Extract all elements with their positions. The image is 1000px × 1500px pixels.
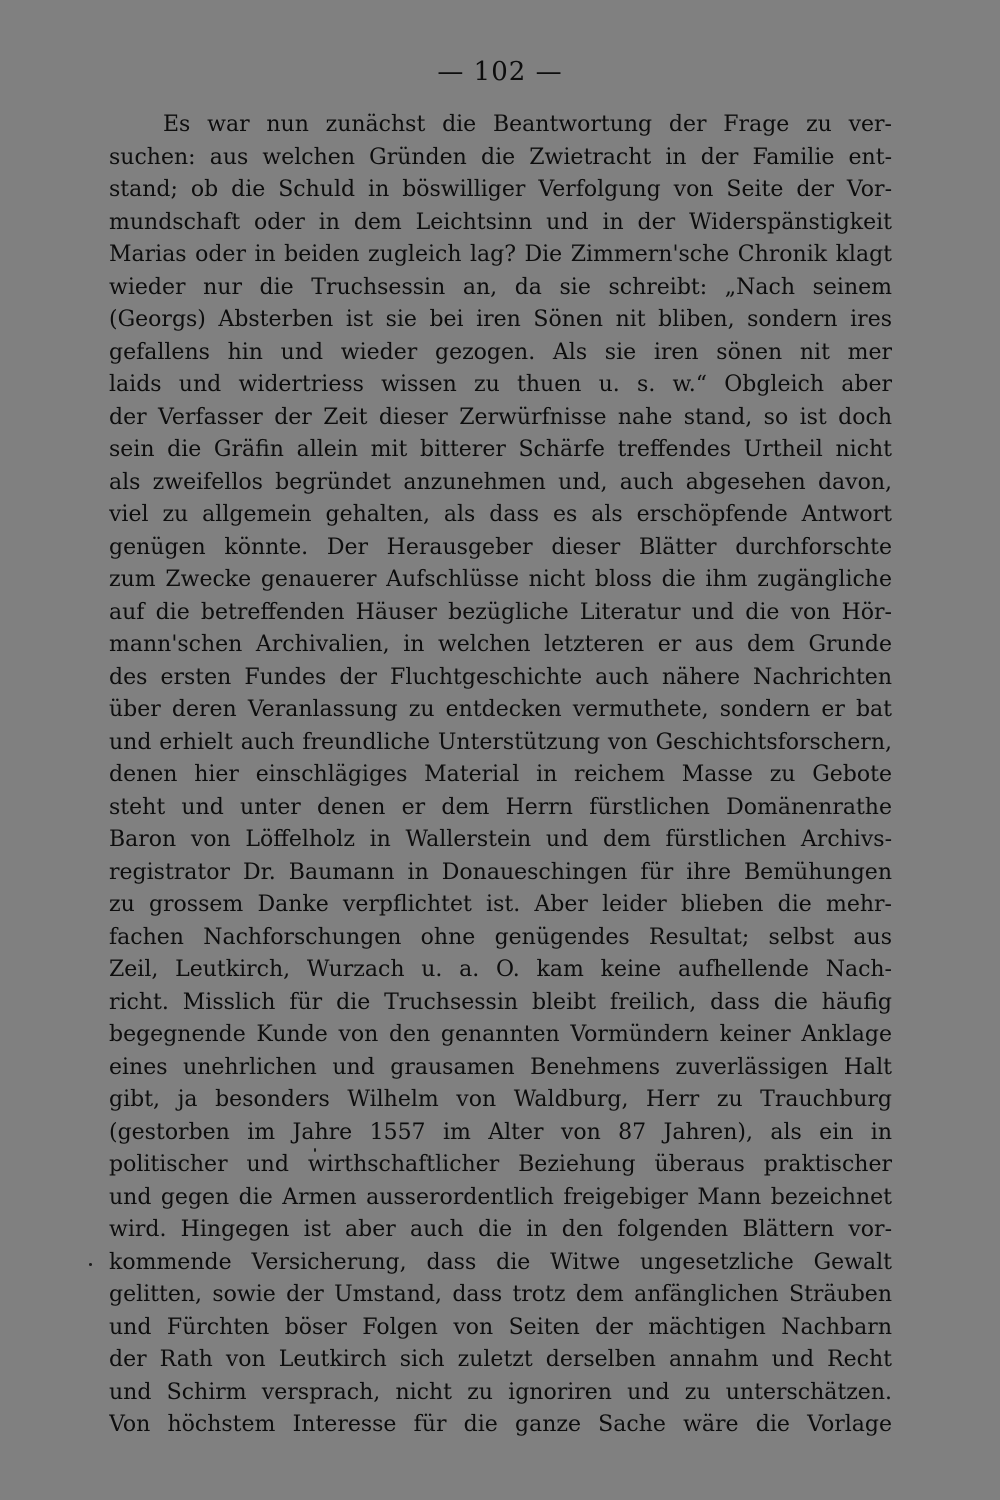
text-line: des ersten Fundes der Fluchtgeschichte auch nähere Nachrichten bbox=[109, 664, 892, 690]
text-line: (Georgs) Absterben ist sie bei iren Sönen nit bliben, sondern ires bbox=[109, 307, 892, 332]
text-line: und gegen die Armen ausserordentlich freigebiger Mann bezeichnet bbox=[109, 1184, 892, 1210]
text-line: richt. Misslich für die Truchsessin bleibt freilich, dass die häufig bbox=[109, 989, 892, 1015]
ink-speck bbox=[314, 1148, 316, 1152]
text-line: über deren Veranlassung zu entdecken vermuthete, sondern er bat bbox=[109, 697, 892, 722]
text-line: politischer und wirthschaftlicher Beziehung überaus praktischer bbox=[109, 1152, 892, 1177]
text-line: gelitten, sowie der Umstand, dass trotz dem anfänglichen Sträuben bbox=[109, 1282, 892, 1307]
text-line: mann'schen Archivalien, in welchen letzteren er aus dem Grunde bbox=[109, 632, 892, 657]
text-line: registrator Dr. Baumann in Donaueschingen für ihre Bemühungen bbox=[109, 859, 892, 885]
text-line: gibt, ja besonders Wilhelm von Waldburg, Herr zu Trauchburg bbox=[109, 1087, 892, 1112]
text-line: Marias oder in beiden zugleich lag? Die Zimmern'sche Chronik klagt bbox=[109, 242, 892, 267]
text-line: wird. Hingegen ist aber auch die in den folgenden Blättern vor- bbox=[109, 1217, 892, 1242]
text-line: Zeil, Leutkirch, Wurzach u. a. O. kam keine aufhellende Nach- bbox=[109, 957, 892, 982]
text-line: wieder nur die Truchsessin an, da sie schreibt: „Nach seinem bbox=[109, 274, 892, 300]
text-line: und erhielt auch freundliche Unterstützung von Geschichtsforschern, bbox=[109, 729, 892, 755]
text-line: zum Zwecke genauerer Aufschlüsse nicht bloss die ihm zugängliche bbox=[109, 567, 892, 592]
text-line: Baron von Löffelholz in Wallerstein und dem fürstlichen Archivs- bbox=[109, 827, 892, 852]
text-line: Von höchstem Interesse für die ganze Sache wäre die Vorlage bbox=[109, 1412, 892, 1437]
text-line: viel zu allgemein gehalten, als dass es als erschöpfende Antwort bbox=[109, 502, 892, 527]
text-line: laids und widertriess wissen zu thuen u. s. w.“ Obgleich aber bbox=[109, 372, 892, 397]
ink-speck bbox=[89, 1263, 92, 1266]
text-line: gefallens hin und wieder gezogen. Als sie iren sönen nit mer bbox=[109, 339, 892, 365]
text-line: und Schirm versprach, nicht zu ignoriren und zu unterschätzen. bbox=[109, 1379, 892, 1405]
text-line: (gestorben im Jahre 1557 im Alter von 87 Jahren), als ein in bbox=[109, 1119, 892, 1145]
text-line: sein die Gräfin allein mit bitterer Schärfe treffendes Urtheil nicht bbox=[109, 437, 892, 462]
body-text bbox=[109, 109, 892, 1442]
text-line: als zweifellos begründet anzunehmen und, auch abgesehen davon, bbox=[109, 469, 892, 495]
text-line: begegnende Kunde von den genannten Vormündern keiner Anklage bbox=[109, 1022, 892, 1047]
text-line: stand; ob die Schuld in böswilliger Verfolgung von Seite der Vor- bbox=[109, 177, 892, 202]
text-line: genügen könnte. Der Herausgeber dieser Blätter durchforschte bbox=[109, 534, 892, 560]
text-line: und Fürchten böser Folgen von Seiten der mächtigen Nachbarn bbox=[109, 1314, 892, 1340]
text-line: mundschaft oder in dem Leichtsinn und in der Widerspänstigkeit bbox=[109, 209, 892, 235]
text-line: fachen Nachforschungen ohne genügendes Resultat; selbst aus bbox=[109, 924, 892, 950]
text-line: kommende Versicherung, dass die Witwe ungesetzliche Gewalt bbox=[109, 1249, 892, 1275]
page-number: — 102 — bbox=[437, 57, 563, 87]
text-line: der Verfasser der Zeit dieser Zerwürfnisse nahe stand, so ist doch bbox=[109, 404, 892, 430]
text-line: auf die betreffenden Häuser bezügliche Literatur und die von Hör- bbox=[109, 599, 892, 625]
text-line: steht und unter denen er dem Herrn fürstlichen Domänenrathe bbox=[109, 794, 892, 820]
text-line: Es war nun zunächst die Beantwortung der Frage zu ver- bbox=[163, 112, 892, 137]
text-line: der Rath von Leutkirch sich zuletzt derselben annahm und Recht bbox=[109, 1347, 892, 1372]
text-line: eines unehrlichen und grausamen Benehmens zuverlässigen Halt bbox=[109, 1054, 892, 1080]
text-line: denen hier einschlägiges Material in reichem Masse zu Gebote bbox=[109, 762, 892, 787]
text-line: suchen: aus welchen Gründen die Zwietracht in der Familie ent- bbox=[109, 144, 892, 170]
text-line: zu grossem Danke verpflichtet ist. Aber leider blieben die mehr- bbox=[109, 892, 892, 917]
